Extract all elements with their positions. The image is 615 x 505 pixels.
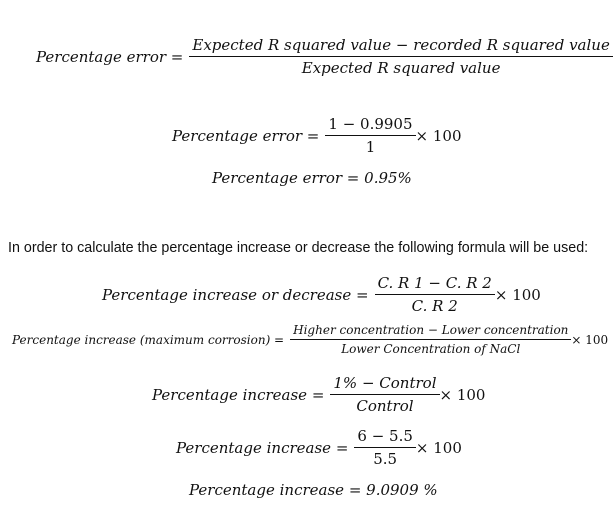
- intro-text: In order to calculate the percentage increase or decrease the following formula will be used:: [8, 240, 589, 256]
- equation-lhs: Percentage increase or decrease =: [102, 285, 369, 304]
- percentage-increase-control-formula: [152, 374, 485, 415]
- multiplier: × 100: [439, 385, 486, 404]
- multiplier: × 100: [571, 332, 609, 347]
- fraction-denominator: C. R 2: [411, 297, 458, 315]
- percentage-error-formula: [36, 36, 613, 77]
- multiplier: × 100: [415, 126, 462, 145]
- fraction: [189, 36, 612, 77]
- fraction: [325, 115, 415, 156]
- percentage-error-result: Percentage error = 0.95%: [212, 169, 412, 187]
- equation-lhs: Percentage error =: [172, 126, 320, 145]
- multiplier: × 100: [415, 438, 462, 457]
- fraction-denominator: Control: [356, 397, 414, 415]
- fraction-denominator: 5.5: [373, 450, 398, 468]
- fraction-numerator: 6 − 5.5: [354, 427, 416, 448]
- equation-lhs: Percentage increase =: [176, 438, 349, 457]
- percentage-increase-substitution: [176, 427, 462, 468]
- fraction-numerator: Higher concentration − Lower concentration: [290, 323, 571, 340]
- multiplier: × 100: [494, 285, 541, 304]
- fraction-numerator: 1 − 0.9905: [325, 115, 415, 136]
- fraction: [354, 427, 416, 468]
- fraction-numerator: C. R 1 − C. R 2: [375, 274, 495, 295]
- fraction: [290, 323, 571, 356]
- fraction: [375, 274, 495, 315]
- equation-lhs: Percentage increase (maximum corrosion) =: [12, 332, 285, 347]
- equation-lhs: Percentage error =: [36, 47, 184, 66]
- fraction-denominator: Lower Concentration of NaCl: [341, 342, 521, 356]
- percentage-increase-result: Percentage increase = 9.0909 %: [189, 481, 438, 499]
- fraction-denominator: 1: [365, 138, 376, 156]
- fraction: [330, 374, 439, 415]
- fraction-numerator: 1% − Control: [330, 374, 439, 395]
- fraction-numerator: Expected R squared value − recorded R squared value: [189, 36, 612, 57]
- percentage-error-substitution: [172, 115, 462, 156]
- percentage-increase-max-corrosion-formula: [12, 323, 608, 356]
- fraction-denominator: Expected R squared value: [301, 59, 501, 77]
- equation-lhs: Percentage increase =: [152, 385, 325, 404]
- percentage-increase-decrease-formula: [102, 274, 541, 315]
